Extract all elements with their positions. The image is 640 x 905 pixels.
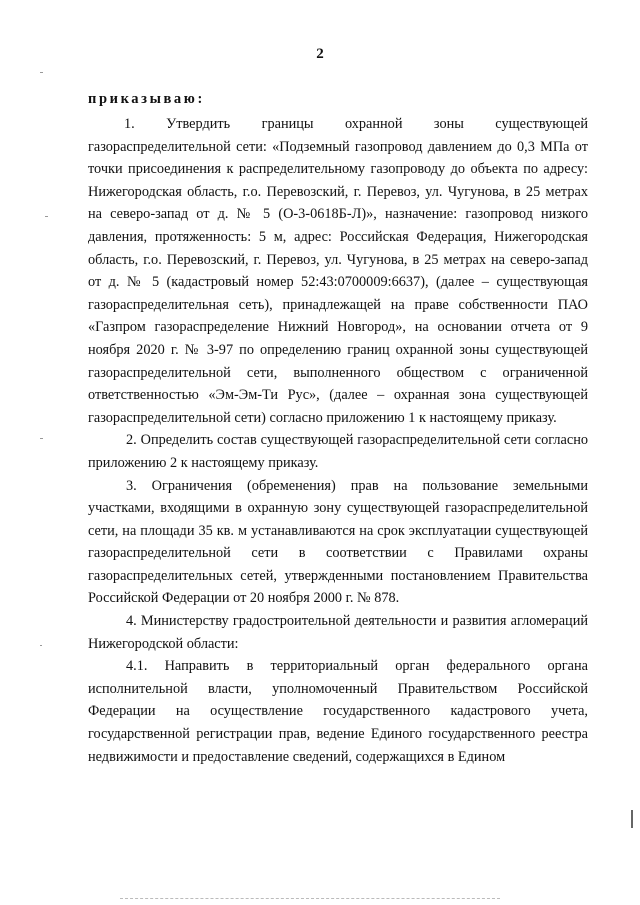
order-heading: приказываю:: [88, 91, 205, 107]
scan-artifact: [40, 645, 42, 646]
paragraph-4-1: 4.1. Направить в территориальный орган федерального органа исполнительной власти, уполномоченный Правительством Российской Федерации на осуществление государственного кадастрового учета, государственной регистрации прав, ведение Единого государственного реестра недвижимости и предоставление сведений, содержащихся в Едином: [88, 658, 588, 765]
paragraph-1: 1. Утвердить границы охранной зоны существующей газораспределительной сети: «Подземный газопровод давлением до 0,3 МПа от точки присоединения к распределительному газопроводу до объекта по адресу: Нижегородская область, г.о. Перевозский, г. Перевоз, ул. Чугунова, в 25 метрах на северо-запад от д. № 5 (О-3-0618Б-Л)», назначение: газопровод низкого давления, протяженность: 5 м, адрес: Российская Федерация, Нижегородская область, г.о. Перевозский, г. Перевоз, ул. Чугунова, в 25 метрах на северо-запад от д. № 5 (кадастровый номер 52:43:0700009:6637), (далее – существующая газораспределительная сеть), принадлежащей на праве собственности ПАО «Газпром газораспределение Нижний Новгород», на основании отчета от 9 ноября 2020 г. № 3-97 по определению границ охранной зоны существующей газораспределительной сети, выполненного обществом с ограниченной ответственностью «Эм-Эм-Ти Рус», (далее – охранная зона существующей газораспределительной сети) согласно приложению 1 к настоящему приказу.: [88, 116, 588, 426]
scan-edge-line: [120, 898, 500, 900]
scan-artifact: [631, 810, 633, 828]
scan-artifact: [45, 216, 48, 217]
document-body: [88, 113, 588, 768]
paragraph-3: 3. Ограничения (обременения) прав на пользование земельными участками, входящими в охранную зону существующей газораспределительной сети, на площади 35 кв. м устанавливаются на срок эксплуатации существующей газораспределительной сети в соответствии с Правилами охраны газораспределительных сетей, утвержденными постановлением Правительства Российской Федерации от 20 ноября 2000 г. № 878.: [88, 477, 588, 607]
scan-artifact: [40, 438, 43, 439]
page-number: 2: [316, 46, 324, 62]
scan-artifact: [40, 72, 43, 73]
paragraph-4: 4. Министерству градостроительной деятельности и развития агломераций Нижегородской области:: [88, 613, 588, 652]
paragraph-2: 2. Определить состав существующей газораспределительной сети согласно приложению 2 к настоящему приказу.: [88, 432, 588, 471]
